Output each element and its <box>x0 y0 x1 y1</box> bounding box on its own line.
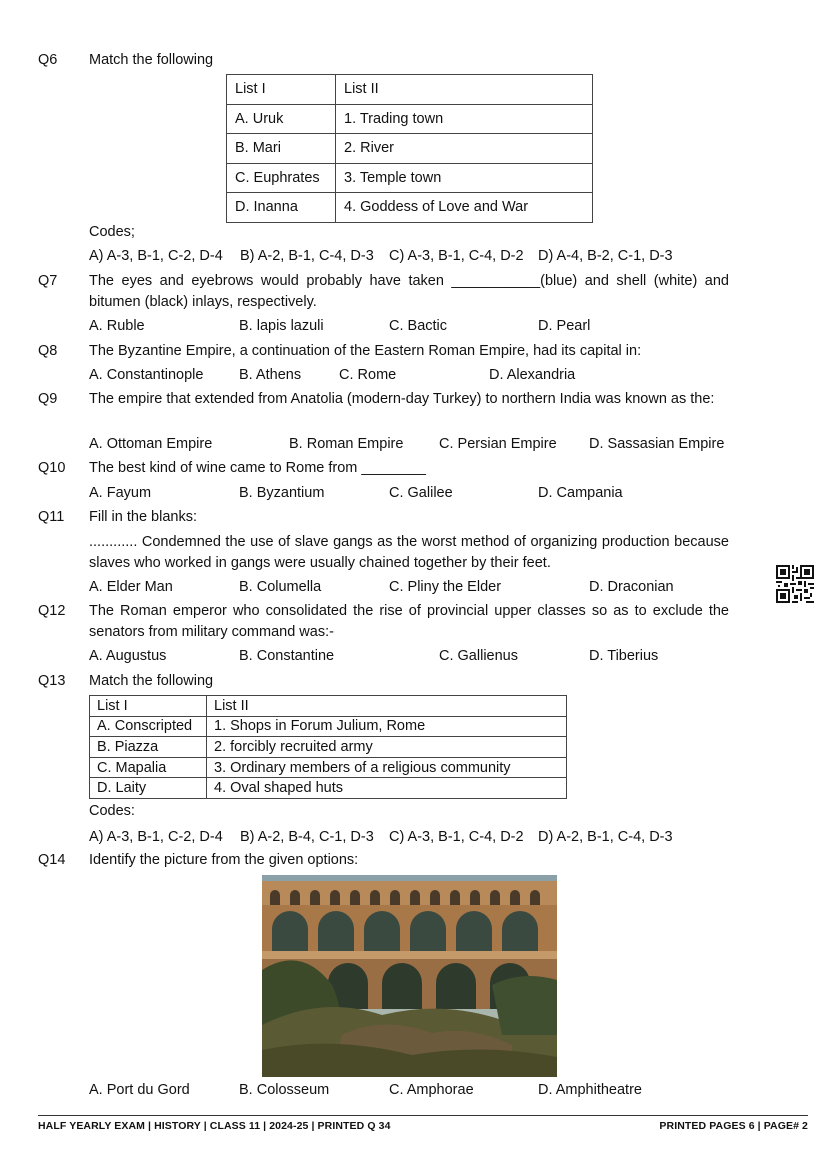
q11-number: Q11 <box>38 509 65 525</box>
table-cell: D. Laity <box>90 778 207 799</box>
table-row <box>90 778 567 799</box>
q14-number: Q14 <box>38 852 66 868</box>
q7-question-text: The eyes and eyebrows would probably have taken ___________(blue) and shell (white) and bitumen (black) inlays, respectively. <box>89 273 729 310</box>
q9-option-d: D. Sassasian Empire <box>589 436 725 452</box>
table-cell: 3. Ordinary members of a religious community <box>207 757 567 778</box>
q11-question-text: Fill in the blanks: <box>89 509 197 525</box>
q11-statement: ............ Condemned the use of slave gangs as the worst method of organizing production because slaves who worked in gangs were usually chained together by their feet. <box>89 534 729 571</box>
q7-option-c: C. Bactic <box>389 318 448 334</box>
table-header-cell: List I <box>227 75 336 105</box>
q9-option-b: B. Roman Empire <box>289 436 404 452</box>
footer-divider <box>38 1115 808 1116</box>
q13-option-c: C) A-3, B-1, C-4, D-2 <box>389 829 524 845</box>
q9-option-c: C. Persian Empire <box>439 436 557 452</box>
q6-match-table <box>226 74 593 223</box>
q9-option-a: A. Ottoman Empire <box>89 436 213 452</box>
q8-option-c: C. Rome <box>339 367 397 383</box>
q8-option-a: A. Constantinople <box>89 367 204 383</box>
table-cell: B. Piazza <box>90 737 207 758</box>
table-cell: 4. Goddess of Love and War <box>336 193 593 223</box>
table-header-row <box>90 696 567 717</box>
q11-option-a: A. Elder Man <box>89 579 173 595</box>
q10-option-c: C. Galilee <box>389 485 453 501</box>
q6-number: Q6 <box>38 52 58 68</box>
q8-option-d: D. Alexandria <box>489 367 576 383</box>
q8-number: Q8 <box>38 343 58 359</box>
table-cell: 2. forcibly recruited army <box>207 737 567 758</box>
q11-option-c: C. Pliny the Elder <box>389 579 502 595</box>
q8-question-text: The Byzantine Empire, a continuation of the Eastern Roman Empire, had its capital in: <box>89 343 642 359</box>
q14-question-text: Identify the picture from the given options: <box>89 852 359 868</box>
table-row <box>90 737 567 758</box>
q14-option-c: C. Amphorae <box>389 1082 474 1098</box>
q13-option-d: D) A-2, B-1, C-4, D-3 <box>538 829 673 845</box>
q6-question-text: Match the following <box>89 52 214 68</box>
table-row <box>227 134 593 164</box>
q13-question-text: Match the following <box>89 673 214 689</box>
q6-option-b: B) A-2, B-1, C-4, D-3 <box>240 248 374 264</box>
table-cell: 4. Oval shaped huts <box>207 778 567 799</box>
aqueduct-photo <box>262 875 557 1077</box>
table-header-cell: List I <box>90 696 207 717</box>
q7-number: Q7 <box>38 273 58 289</box>
q12-question-text: The Roman emperor who consolidated the rise of provincial upper classes so as to exclude the senators from military command was:- <box>89 603 729 640</box>
q13-option-a: A) A-3, B-1, C-2, D-4 <box>89 829 223 845</box>
q10-option-a: A. Fayum <box>89 485 152 501</box>
q12-option-a: A. Augustus <box>89 648 167 664</box>
table-cell: A. Uruk <box>227 104 336 134</box>
table-row <box>90 716 567 737</box>
table-cell: A. Conscripted <box>90 716 207 737</box>
q12-option-d: D. Tiberius <box>589 648 659 664</box>
q11-option-d: D. Draconian <box>589 579 674 595</box>
table-row <box>227 193 593 223</box>
q12-option-c: C. Gallienus <box>439 648 518 664</box>
q12-option-b: B. Constantine <box>239 648 335 664</box>
table-cell: C. Mapalia <box>90 757 207 778</box>
table-row <box>227 163 593 193</box>
q10-number: Q10 <box>38 460 66 476</box>
table-cell: D. Inanna <box>227 193 336 223</box>
qr-code-icon <box>776 565 814 603</box>
table-cell: 2. River <box>336 134 593 164</box>
q7-option-b: B. lapis lazuli <box>239 318 324 334</box>
q6-codes-label: Codes; <box>89 224 135 240</box>
q13-codes-label: Codes: <box>89 803 135 819</box>
q6-option-a: A) A-3, B-1, C-2, D-4 <box>89 248 223 264</box>
table-cell: C. Euphrates <box>227 163 336 193</box>
q7-option-a: A. Ruble <box>89 318 145 334</box>
q14-option-b: B. Colosseum <box>239 1082 330 1098</box>
table-header-cell: List II <box>336 75 593 105</box>
q9-number: Q9 <box>38 391 58 407</box>
q14-option-d: D. Amphitheatre <box>538 1082 642 1098</box>
q10-question-text: The best kind of wine came to Rome from ________ <box>89 460 426 476</box>
q13-match-table <box>89 695 567 799</box>
q13-number: Q13 <box>38 673 66 689</box>
table-cell: 1. Trading town <box>336 104 593 134</box>
table-row <box>227 104 593 134</box>
q14-option-a: A. Port du Gord <box>89 1082 190 1098</box>
footer-right: PRINTED PAGES 6 | PAGE# 2 <box>659 1120 808 1132</box>
q10-option-b: B. Byzantium <box>239 485 325 501</box>
table-cell: B. Mari <box>227 134 336 164</box>
table-cell: 1. Shops in Forum Julium, Rome <box>207 716 567 737</box>
q9-question-text: The empire that extended from Anatolia (modern-day Turkey) to northern India was known as the: <box>89 391 715 407</box>
table-row <box>90 757 567 778</box>
footer-left: HALF YEARLY EXAM | HISTORY | CLASS 11 | 2024-25 | PRINTED Q 34 <box>38 1120 391 1132</box>
q12-number: Q12 <box>38 603 66 619</box>
q8-option-b: B. Athens <box>239 367 302 383</box>
q6-option-c: C) A-3, B-1, C-4, D-2 <box>389 248 524 264</box>
q11-option-b: B. Columella <box>239 579 322 595</box>
table-header-cell: List II <box>207 696 567 717</box>
q6-option-d: D) A-4, B-2, C-1, D-3 <box>538 248 673 264</box>
table-cell: 3. Temple town <box>336 163 593 193</box>
table-header-row <box>227 75 593 105</box>
q13-option-b: B) A-2, B-4, C-1, D-3 <box>240 829 374 845</box>
q7-option-d: D. Pearl <box>538 318 591 334</box>
q10-option-d: D. Campania <box>538 485 623 501</box>
